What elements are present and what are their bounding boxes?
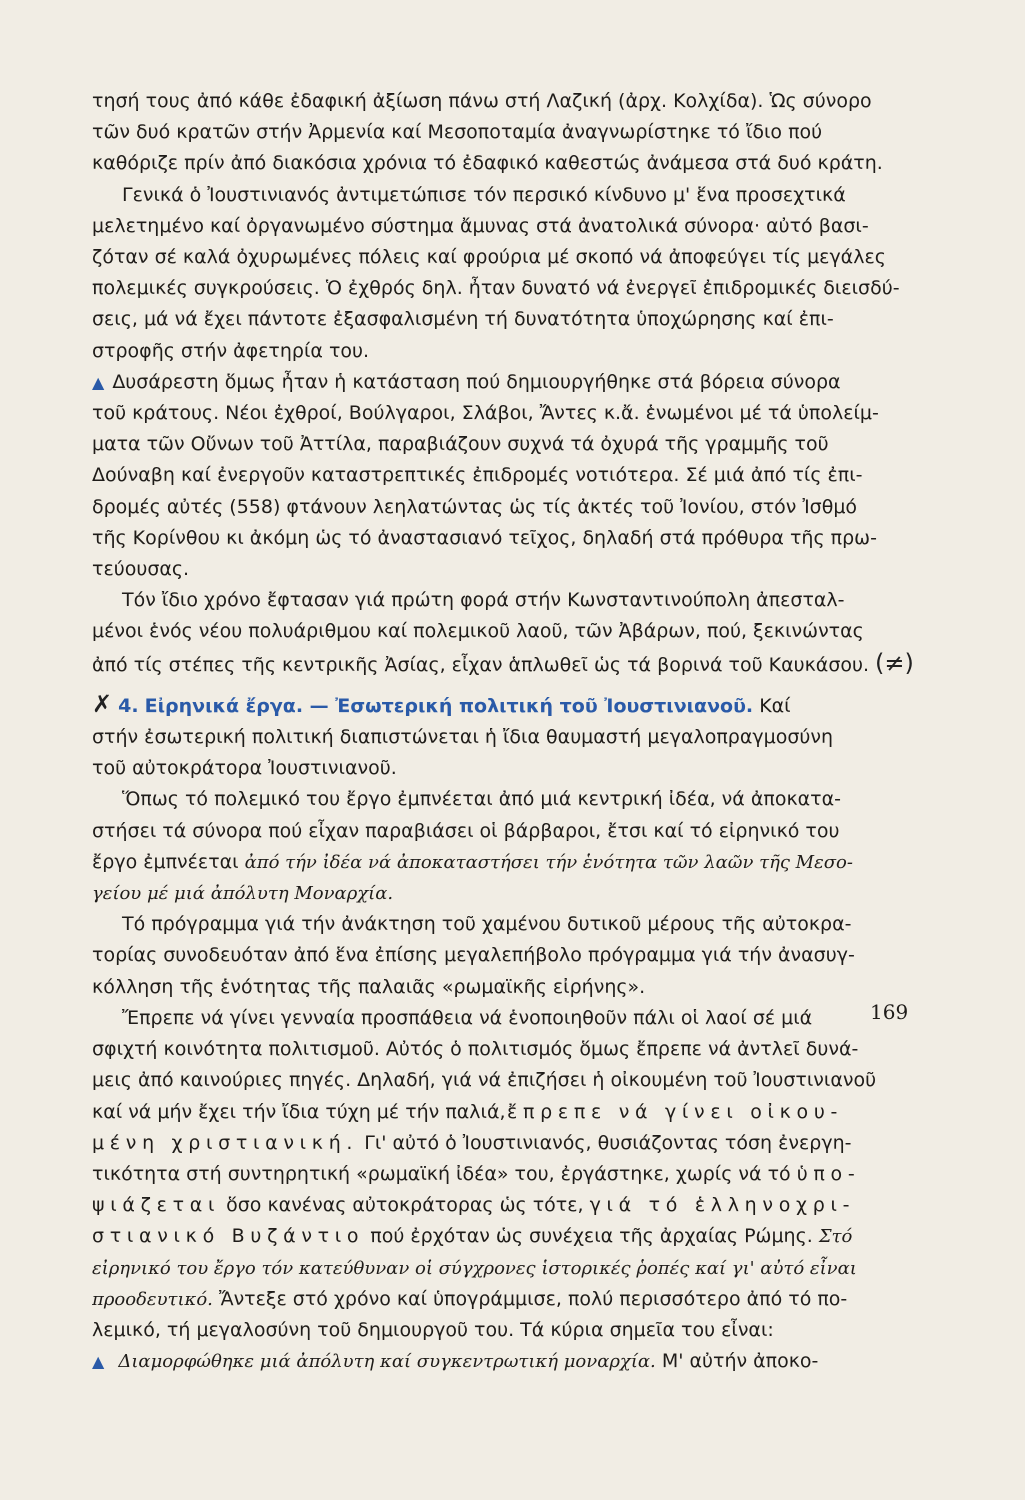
text-line: κόλληση τῆς ἑνότητας τῆς παλαιᾶς «ρωμαϊκῆς εἰρήνης».: [92, 975, 646, 998]
text-line: Ἔπρεπε νά γίνει γενναία προσπάθεια νά ἑνοποιηθοῦν πάλι οἱ λαοί σέ μιά: [122, 1006, 813, 1029]
text-run: Γι' αὐτό ὁ Ἰουστινιανός, θυσιάζοντας τόση ἐνεργη-: [364, 1131, 852, 1154]
page-number: 169: [870, 1000, 909, 1024]
section-lead-word: Καί: [759, 694, 791, 717]
italic-run: Στό: [818, 1226, 853, 1248]
text-line: στήσει τά σύνορα πού εἶχαν παραβιάσει οἱ βάρβαροι, ἔτσι καί τό εἰρηνικό του: [92, 819, 840, 842]
text-line: καθόριζε πρίν ἀπό διακόσια χρόνια τό ἐδαφικό καθεστώς ἀνάμεσα στά δυό κράτη.: [92, 152, 883, 175]
text-line: Δούναβη καί ἐνεργοῦν καταστρεπτικές ἐπιδρομές νοτιότερα. Σέ μιά ἀπό τίς ἐπι-: [92, 464, 863, 487]
text-line: τοῦ αὐτοκράτορα Ἰουστινιανοῦ.: [92, 757, 397, 780]
italic-run: Διαμορφώθηκε μιά ἀπόλυτη καί συγκεντρωτική μοναρχία.: [118, 1351, 656, 1373]
text-line: [92, 367, 915, 398]
spaced-run: ὑπο-: [796, 1162, 861, 1185]
spaced-run: ψιάζεται: [92, 1194, 221, 1217]
section-title: Εἰρηνικά ἔργα. — Ἐσωτερική πολιτική τοῦ Ἰουστινιανοῦ.: [144, 694, 754, 717]
spaced-run: ἔπρεπε νά γίνει οἰκου-: [507, 1100, 844, 1123]
text-line: [92, 1346, 915, 1377]
text-line: μεις ἀπό καινούριες πηγές. Δηλαδή, γιά νά ἐπιζήσει ἡ οἰκουμένη τοῦ Ἰουστινιανοῦ: [92, 1069, 877, 1092]
text-line: Τό πρόγραμμα γιά τήν ἀνάκτηση τοῦ χαμένου δυτικοῦ μέρους τῆς αὐτοκρα-: [122, 913, 852, 936]
italic-run: προοδευτικό.: [92, 1288, 213, 1310]
italic-run: ἀπό τήν ἰδέα νά ἀποκαταστήσει τήν ἑνότητα τῶν λαῶν τῆς Μεσο-: [244, 851, 853, 873]
text-line: Ὅπως τό πολεμικό του ἔργο ἐμπνέεται ἀπό μιά κεντρική ἰδέα, νά ἀποκατα-: [122, 788, 841, 811]
text-line: [92, 1284, 915, 1315]
text-line: Γενικά ὁ Ἰουστινιανός ἀντιμετώπισε τόν περσικό κίνδυνο μ' ἕνα προσεχτικά: [122, 183, 846, 206]
text-line: τῆς Κορίνθου κι ἀκόμη ὡς τό ἀναστασιανό τεῖχος, δηλαδή στά πρόθυρα τῆς πρω-: [92, 526, 877, 549]
text-line: σφιχτή κοινότητα πολιτισμοῦ. Αὐτός ὁ πολιτισμός ὅμως ἔπρεπε νά ἀντλεῖ δυνά-: [92, 1038, 859, 1061]
text-line: [92, 1190, 915, 1221]
text-line: μένοι ἑνός νέου πολυάριθμου καί πολεμικοῦ λαοῦ, τῶν Ἀβάρων, πού, ξεκινώντας: [92, 620, 864, 643]
text-line: [92, 1128, 915, 1159]
text-run: τικότητα στή συντηρητική «ρωμαϊκή ἰδέα» του, ἐργάστηκε, χωρίς νά τό: [92, 1162, 791, 1185]
text-line: [92, 648, 915, 681]
text-line: [92, 1221, 915, 1252]
text-line: δρομές αὐτές (558) φτάνουν λεηλατώντας ὡς τίς ἀκτές τοῦ Ἰονίου, στόν Ἰσθμό: [92, 495, 858, 518]
triangle-bullet-icon: ▲: [92, 372, 105, 392]
text-line: [507, 1097, 915, 1128]
paragraphs-program: [92, 909, 915, 1127]
text-line: καί νά μήν ἔχει τήν ἴδια τύχη μέ τήν παλιά,: [92, 1100, 506, 1123]
text-line: τῶν δυό κρατῶν στήν Ἀρμενία καί Μεσοποταμία ἀναγνωρίστηκε τό ἴδιο πού: [92, 121, 823, 144]
spaced-run: γιά τό ἑλληνοχρι-: [589, 1194, 856, 1217]
text-line: λεμικό, τή μεγαλοσύνη τοῦ δημιουργοῦ του. Τά κύρια σημεῖα του εἶναι:: [92, 1318, 774, 1341]
text-line: τεύουσας.: [92, 558, 190, 581]
paragraphs-section: [92, 722, 915, 847]
text-line: ζόταν σέ καλά ὀχυρωμένες πόλεις καί φρούρια μέ σκοπό νά ἀποφεύγει τίς μεγάλες: [92, 246, 886, 269]
text-line: ματα τῶν Οὔνων τοῦ Ἀττίλα, παραβιάζουν συχνά τά ὀχυρά τῆς γραμμῆς τοῦ: [92, 433, 829, 456]
paragraphs-top: [92, 86, 915, 681]
handwritten-cross-mark: ✗: [92, 689, 113, 718]
text-run: ἀπό τίς στέπες τῆς κεντρικῆς Ἀσίας, εἶχαν ἁπλωθεῖ ὡς τά βορινά τοῦ Καυκάσου.: [92, 653, 870, 676]
text-line: τησή τους ἀπό κάθε ἐδαφική ἀξίωση πάνω στή Λαζική (ἀρχ. Κολχίδα). Ὡς σύνορο: [92, 90, 872, 112]
text-line: πολεμικές συγκρούσεις. Ὁ ἐχθρός δηλ. ἦταν δυνατό νά ἐνεργεῖ ἐπιδρομικές διεισδύ-: [92, 277, 900, 300]
text-run: πού ἐρχόταν ὡς συνέχεια τῆς ἀρχαίας Ρώμης.: [370, 1225, 813, 1248]
italic-line: γείου μέ μιά ἀπόλυτη Μοναρχία.: [92, 883, 394, 905]
text-run: ἔργο ἐμπνέεται: [92, 850, 239, 873]
text-run: Ἄντεξε στό χρόνο καί ὑπογράμμισε, πολύ περισσότερο ἀπό τό πο-: [218, 1287, 848, 1310]
text-run: ὅσο κανένας αὐτοκράτορας ὡς τότε,: [226, 1194, 584, 1217]
text-line: Τόν ἴδιο χρόνο ἔφτασαν γιά πρώτη φορά στήν Κωνσταντινούπολη ἀπεσταλ-: [122, 589, 845, 612]
text-line: [92, 847, 915, 878]
text-line: τοῦ κράτους. Νέοι ἐχθροί, Βούλγαροι, Σλάβοι, Ἄντες κ.ἄ. ἑνωμένοι μέ τά ὑπολείμ-: [92, 402, 879, 425]
triangle-bullet-icon: ▲: [92, 1352, 105, 1372]
text-line: σεις, μά νά ἔχει πάντοτε ἐξασφαλισμένη τή δυνατότητα ὑποχώρησης καί ἐπι-: [92, 308, 834, 331]
text-line: μελετημένο καί ὀργανωμένο σύστημα ἄμυνας στά ἀνατολικά σύνορα· αὐτό βασι-: [92, 214, 869, 237]
spaced-run: στιανικό Βυζάντιο: [92, 1225, 365, 1248]
text-line: στήν ἐσωτερική πολιτική διαπιστώνεται ἡ ἴδια θαυμαστή μεγαλοπραγμοσύνη: [92, 726, 834, 749]
section-heading-line: [92, 689, 915, 722]
handwritten-mark: (≠): [875, 648, 914, 677]
italic-line: εἰρηνικό του ἔργο τόν κατεύθυναν οἱ σύγχρονες ἱστορικές ῥοπές καί γι' αὐτό εἶναι: [92, 1257, 857, 1279]
text-line: στροφῆς στήν ἀφετηρία του.: [92, 339, 370, 362]
text-line: [92, 1159, 915, 1190]
text-line: τορίας συνοδευόταν ἀπό ἕνα ἐπίσης μεγαλεπήβολο πρόγραμμα γιά τήν ἀνασυγ-: [92, 944, 855, 967]
text-run: Μ' αὐτήν ἀποκο-: [661, 1350, 819, 1373]
spaced-run: μένη χριστιανική.: [92, 1131, 359, 1154]
section-number: 4.: [118, 694, 139, 717]
text-run: Δυσάρεστη ὅμως ἦταν ἡ κατάσταση πού δημιουργήθηκε στά βόρεια σύνορα: [112, 370, 841, 393]
